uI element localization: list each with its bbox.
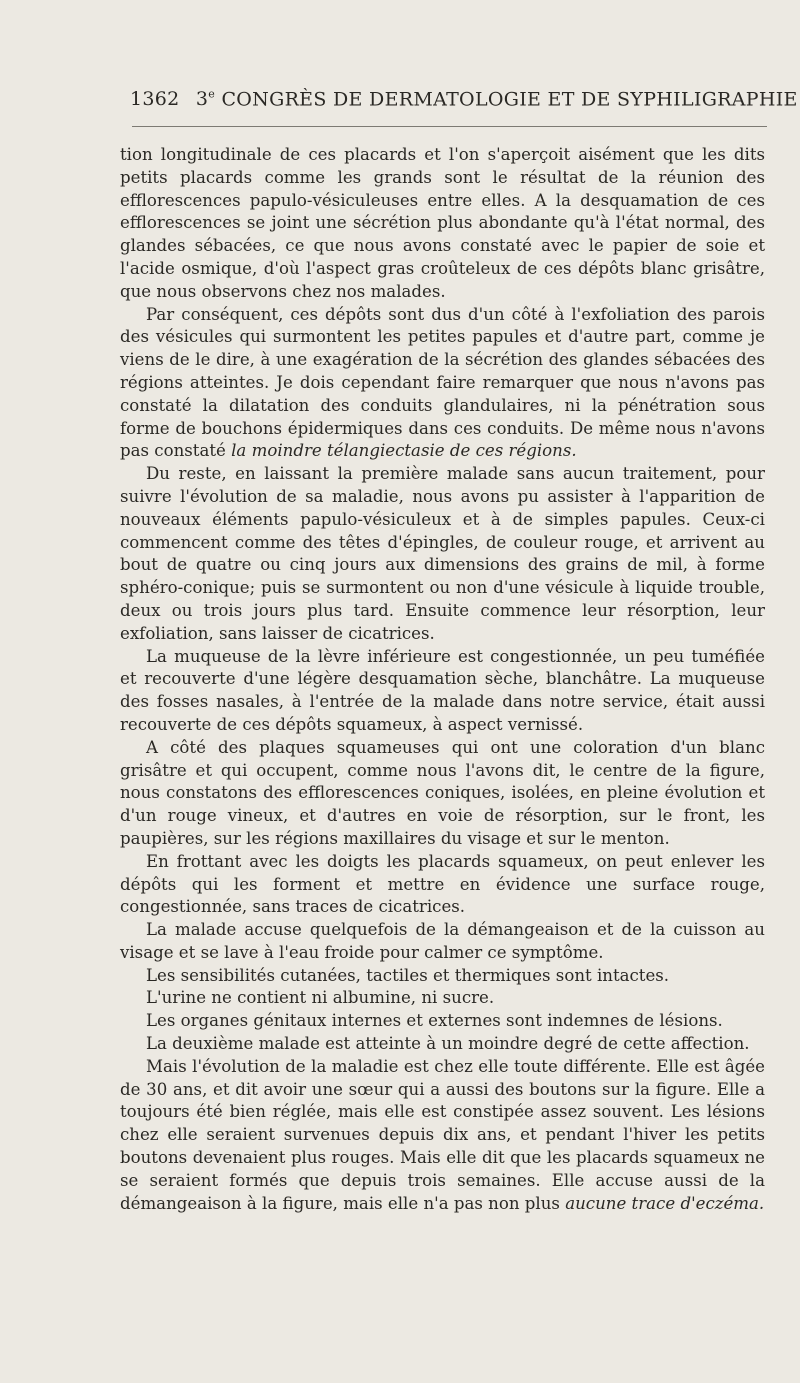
paragraph: La malade accuse quelquefois de la démangeaison et de la cuisson au visage et se lave à l'eau froide pour calmer ce symptôme. <box>120 920 765 962</box>
paragraph: L'urine ne contient ni albumine, ni sucre. <box>146 988 495 1008</box>
italic-phrase: aucune trace d'eczéma. <box>565 1193 765 1213</box>
paragraph: La muqueuse de la lèvre inférieure est congestionnée, un peu tuméfiée et recouverte d'une légère desquamation sèche, blanchâtre. La muqueuse des fosses nasales, à l'entrée de la malade dans notre service, était aussi recouverte de ces dépôts squameux, à aspect vernissé. <box>120 646 765 734</box>
paragraph: A côté des plaques squameuses qui ont une coloration d'un blanc grisâtre et qui occupent, comme nous l'avons dit, le centre de la figure, nous constatons des efflorescences coniques, isolées, en pleine évolution et d'un rouge vineux, et d'autres en voie de résorption, sur le front, les paupières, sur les régions maxillaires du visage et sur le menton. <box>120 737 765 848</box>
paragraph: Les sensibilités cutanées, tactiles et thermiques sont intactes. <box>146 965 670 985</box>
congress-ordinal: 3e <box>195 88 216 111</box>
running-title: CONGRÈS DE DERMATOLOGIE ET DE SYPHILIGRAPHIE <box>221 88 798 111</box>
paragraph: Par conséquent, ces dépôts sont dus d'un côté à l'exfoliation des parois des vésicules qui surmontent les petites papules et d'autre part, comme je viens de le dire, à une exagération de la sécrétion des glandes sébacées des régions atteintes. Je dois cependant faire remarquer que nous n'avons pas constaté la dilatation des conduits glandulaires, ni la pénétration sous forme de bouchons épidermiques dans ces conduits. De même nous n'avons pas constaté la moindre télangiectasie de ces régions. <box>120 304 765 461</box>
italic-phrase: la moindre télangiectasie de ces régions. <box>231 441 577 461</box>
paragraph: Mais l'évolution de la maladie est chez elle toute différente. Elle est âgée de 30 ans, et dit avoir une sœur qui a aussi des boutons sur la figure. Elle a toujours été bien réglée, mais elle est constipée assez souvent. Les lésions chez elle seraient survenues depuis dix ans, et pendant l'hiver les petits boutons devenaient plus rouges. Mais elle dit que les placards squameux ne se seraient formés que depuis trois semaines. Elle accuse aussi de la démangeaison à la figure, mais elle n'a pas non plus aucune trace d'eczéma. <box>120 1056 765 1213</box>
paragraph: Du reste, en laissant la première malade sans aucun traitement, pour suivre l'évolution de sa maladie, nous avons pu assister à l'apparition de nouveaux éléments papulo-vésiculeux et à de simples papules. Ceux-ci commencent comme des têtes d'épingles, de couleur rouge, et arrivent au bout de quatre ou cinq jours aux dimensions des grains de mil, à forme sphéro-conique; puis se surmontent ou non d'une vésicule à liquide trouble, deux ou trois jours plus tard. Ensuite commence leur résorption, leur exfoliation, sans laisser de cicatrices. <box>120 464 765 643</box>
page-number: 1362 <box>130 88 180 111</box>
body-text <box>120 144 765 1215</box>
running-header <box>130 88 798 111</box>
paragraph: tion longitudinale de ces placards et l'on s'aperçoit aisément que les dits petits placards comme les grands sont le résultat de la réunion des efflorescences papulo-vésiculeuses entre elles. A la desquamation de ces efflorescences se joint une sécrétion plus abondante qu'à l'état normal, des glandes sébacées, ce que nous avons constaté avec le papier de soie et l'acide osmique, d'où l'aspect gras croûteleux de ces dépôts blanc grisâtre, que nous observons chez nos malades. <box>120 145 765 301</box>
paragraph: Les organes génitaux internes et externes sont indemnes de lésions. <box>146 1011 723 1031</box>
header-rule <box>132 126 767 127</box>
paragraph: La deuxième malade est atteinte à un moindre degré de cette affection. <box>146 1034 750 1054</box>
paragraph: En frottant avec les doigts les placards squameux, on peut enlever les dépôts qui les forment et mettre en évidence une surface rouge, congestionnée, sans traces de cicatrices. <box>120 851 765 917</box>
